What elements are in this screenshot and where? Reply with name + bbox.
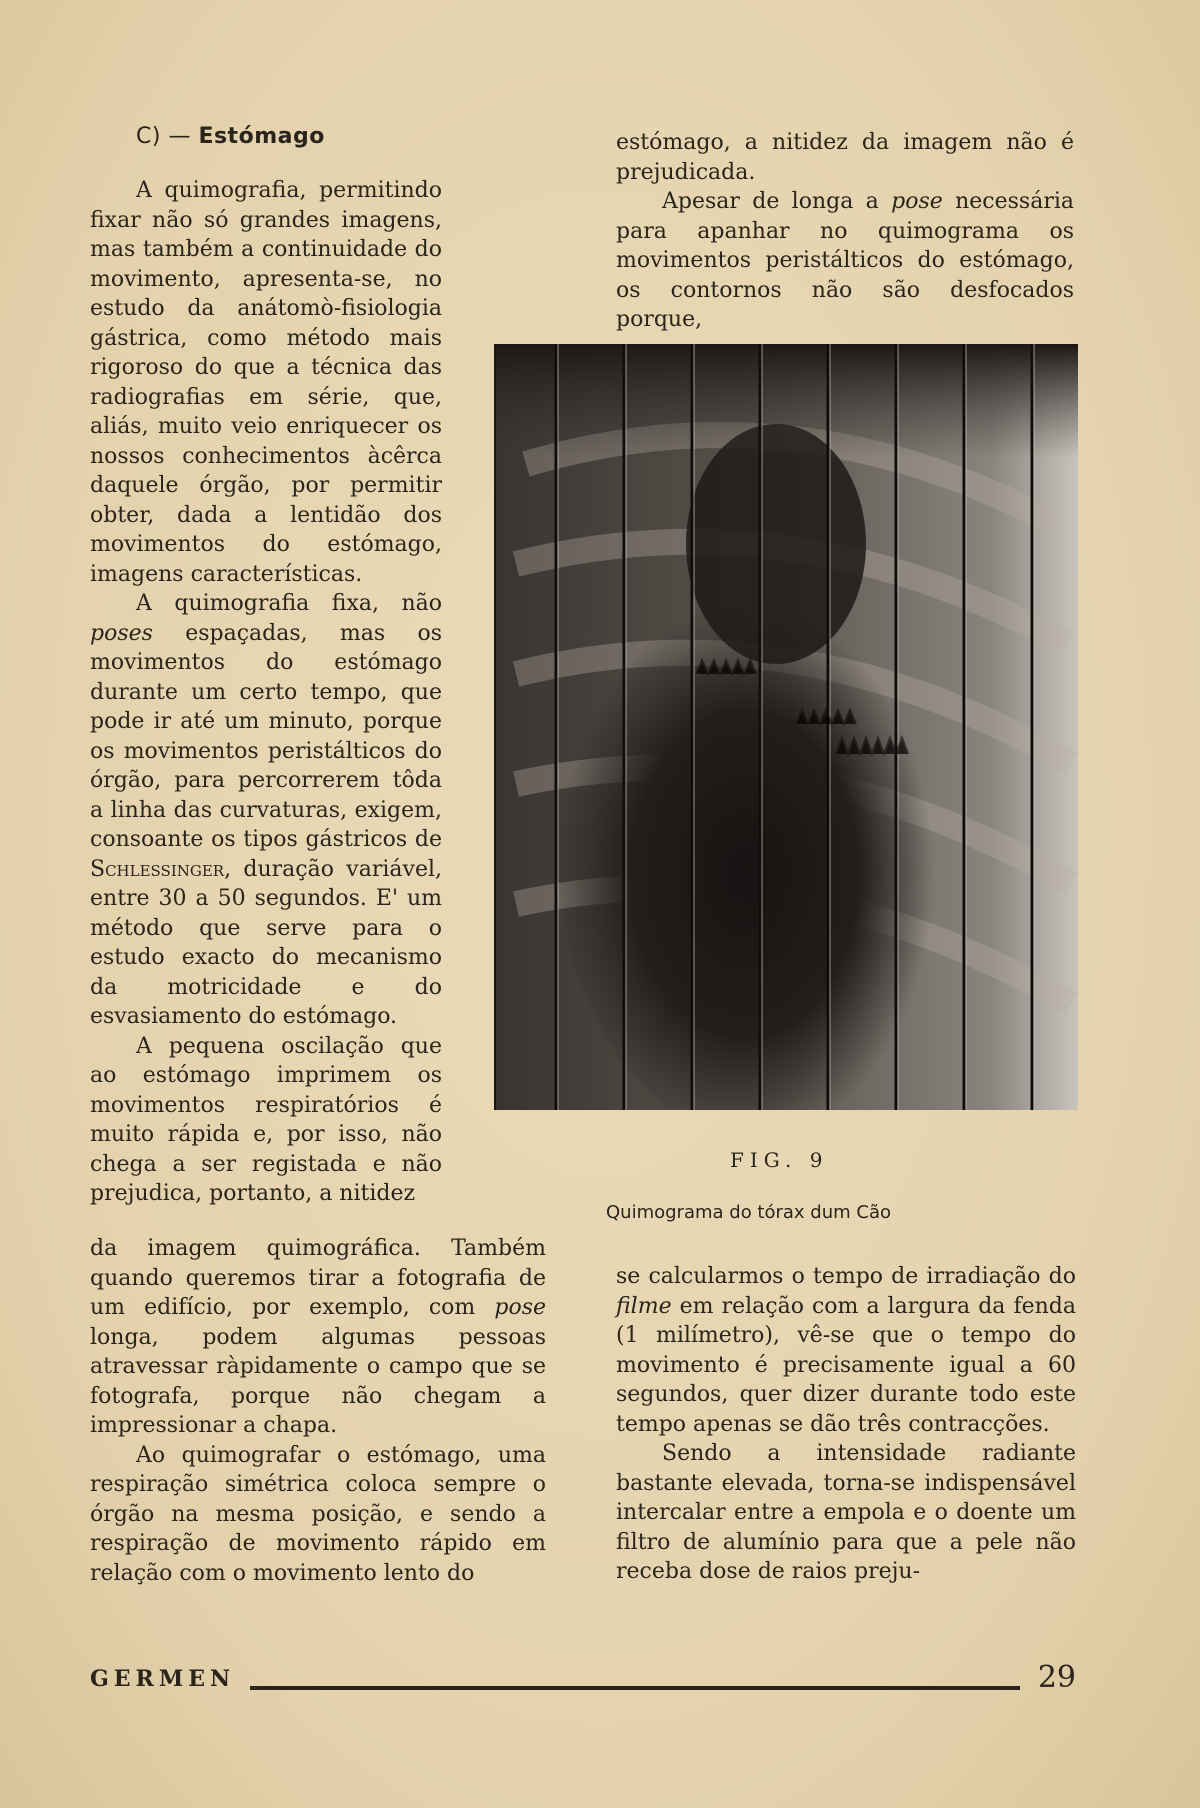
paragraph: Sendo a intensidade radiante bastante elevada, torna-se indispensável intercalar entre a empola e o doente um filtro de alumínio para que a pele não receba dose de raios preju- xyxy=(616,1441,1076,1584)
italic-term: filme xyxy=(616,1293,672,1319)
paragraph: A quimografia, permitindo fixar não só grandes imagens, mas também a continuidade do movimento, apresenta-se, no estudo da anátomò-fisiologia gástrica, como método mais rigoroso do que a técnica das radiografias em série, que, aliás, muito veio enriquecer os nossos conhecimentos àcêrca daquele órgão, por permitir obter, dada a lentidão dos movimentos do estómago, imagens características. xyxy=(90,178,442,587)
text-run: , duração variável, entre 30 a 50 segundos. E' um método que serve para o estudo exacto do mecanismo da motricidade e do esvasiamento do estómago. xyxy=(90,856,442,1029)
text-run: Apesar de longa a xyxy=(662,189,879,214)
italic-term: poses xyxy=(90,620,153,646)
section-title: Estómago xyxy=(198,124,325,149)
italic-term: pose xyxy=(494,1295,546,1320)
paragraph xyxy=(616,1262,1076,1439)
right-column-top xyxy=(616,128,1074,335)
paragraph xyxy=(616,187,1074,335)
figure-caption: Quimograma do tórax dum Cão xyxy=(606,1202,892,1223)
section-prefix: C) — xyxy=(136,124,191,149)
text-run: longa, podem algumas pessoas atravessar ràpidamente o campo que se fotografa, porque não chegam a impressionar a chapa. xyxy=(90,1324,546,1438)
text-run: se calcularmos o tempo de irradiação do xyxy=(616,1264,1076,1289)
section-heading xyxy=(136,124,325,149)
text-run: espaçadas, mas os movimentos do estómago durante um certo tempo, que pode ir até um minuto, porque os movimentos peristálticos do órgão, para percorrerem tôda a linha das curvaturas, exigem, consoante os tipos gástricos de xyxy=(90,620,442,852)
page-number: 29 xyxy=(1037,1660,1076,1695)
author-name: Schlessinger xyxy=(90,856,225,882)
paragraph xyxy=(90,589,442,1032)
left-column-bottom xyxy=(90,1234,546,1588)
footer-rule xyxy=(250,1686,1020,1690)
paragraph: Ao quimografar o estómago, uma respiração simétrica coloca sempre o órgão na mesma posição, e sendo a respiração de movimento rápido em relação com o movimento lento do xyxy=(90,1442,546,1586)
text-run: em relação com a largura da fenda (1 milímetro), vê-se que o tempo do movimento é precisamente igual a 60 segundos, quer dizer durante todo este tempo apenas se dão três contracções. xyxy=(616,1293,1076,1437)
paragraph: estómago, a nitidez da imagem não é prejudicada. xyxy=(616,130,1074,185)
journal-name: GERMEN xyxy=(90,1666,236,1692)
text-run: da imagem quimográfica. Também quando queremos tirar a fotografia de um edifício, por exemplo, com xyxy=(90,1236,546,1320)
page-footer xyxy=(90,1660,1076,1700)
kymogram-image xyxy=(496,344,1078,1110)
text-run: necessária para apanhar no quimograma os movimentos peristálticos do estómago, os contornos não são desfocados porque, xyxy=(616,189,1075,332)
kymogram-figure xyxy=(494,344,1078,1110)
paragraph xyxy=(90,1234,546,1441)
figure-label: FIG. 9 xyxy=(730,1148,829,1172)
paragraph: A pequena oscilação que ao estómago imprimem os movimentos respiratórios é muito rápida e, por isso, não chega a ser registada e não prejudica, portanto, a nitidez xyxy=(90,1033,442,1206)
right-column-bottom xyxy=(616,1262,1076,1587)
left-column-top xyxy=(90,176,442,1209)
italic-term: pose xyxy=(891,189,943,214)
text-run: A quimografia fixa, não xyxy=(136,591,442,616)
